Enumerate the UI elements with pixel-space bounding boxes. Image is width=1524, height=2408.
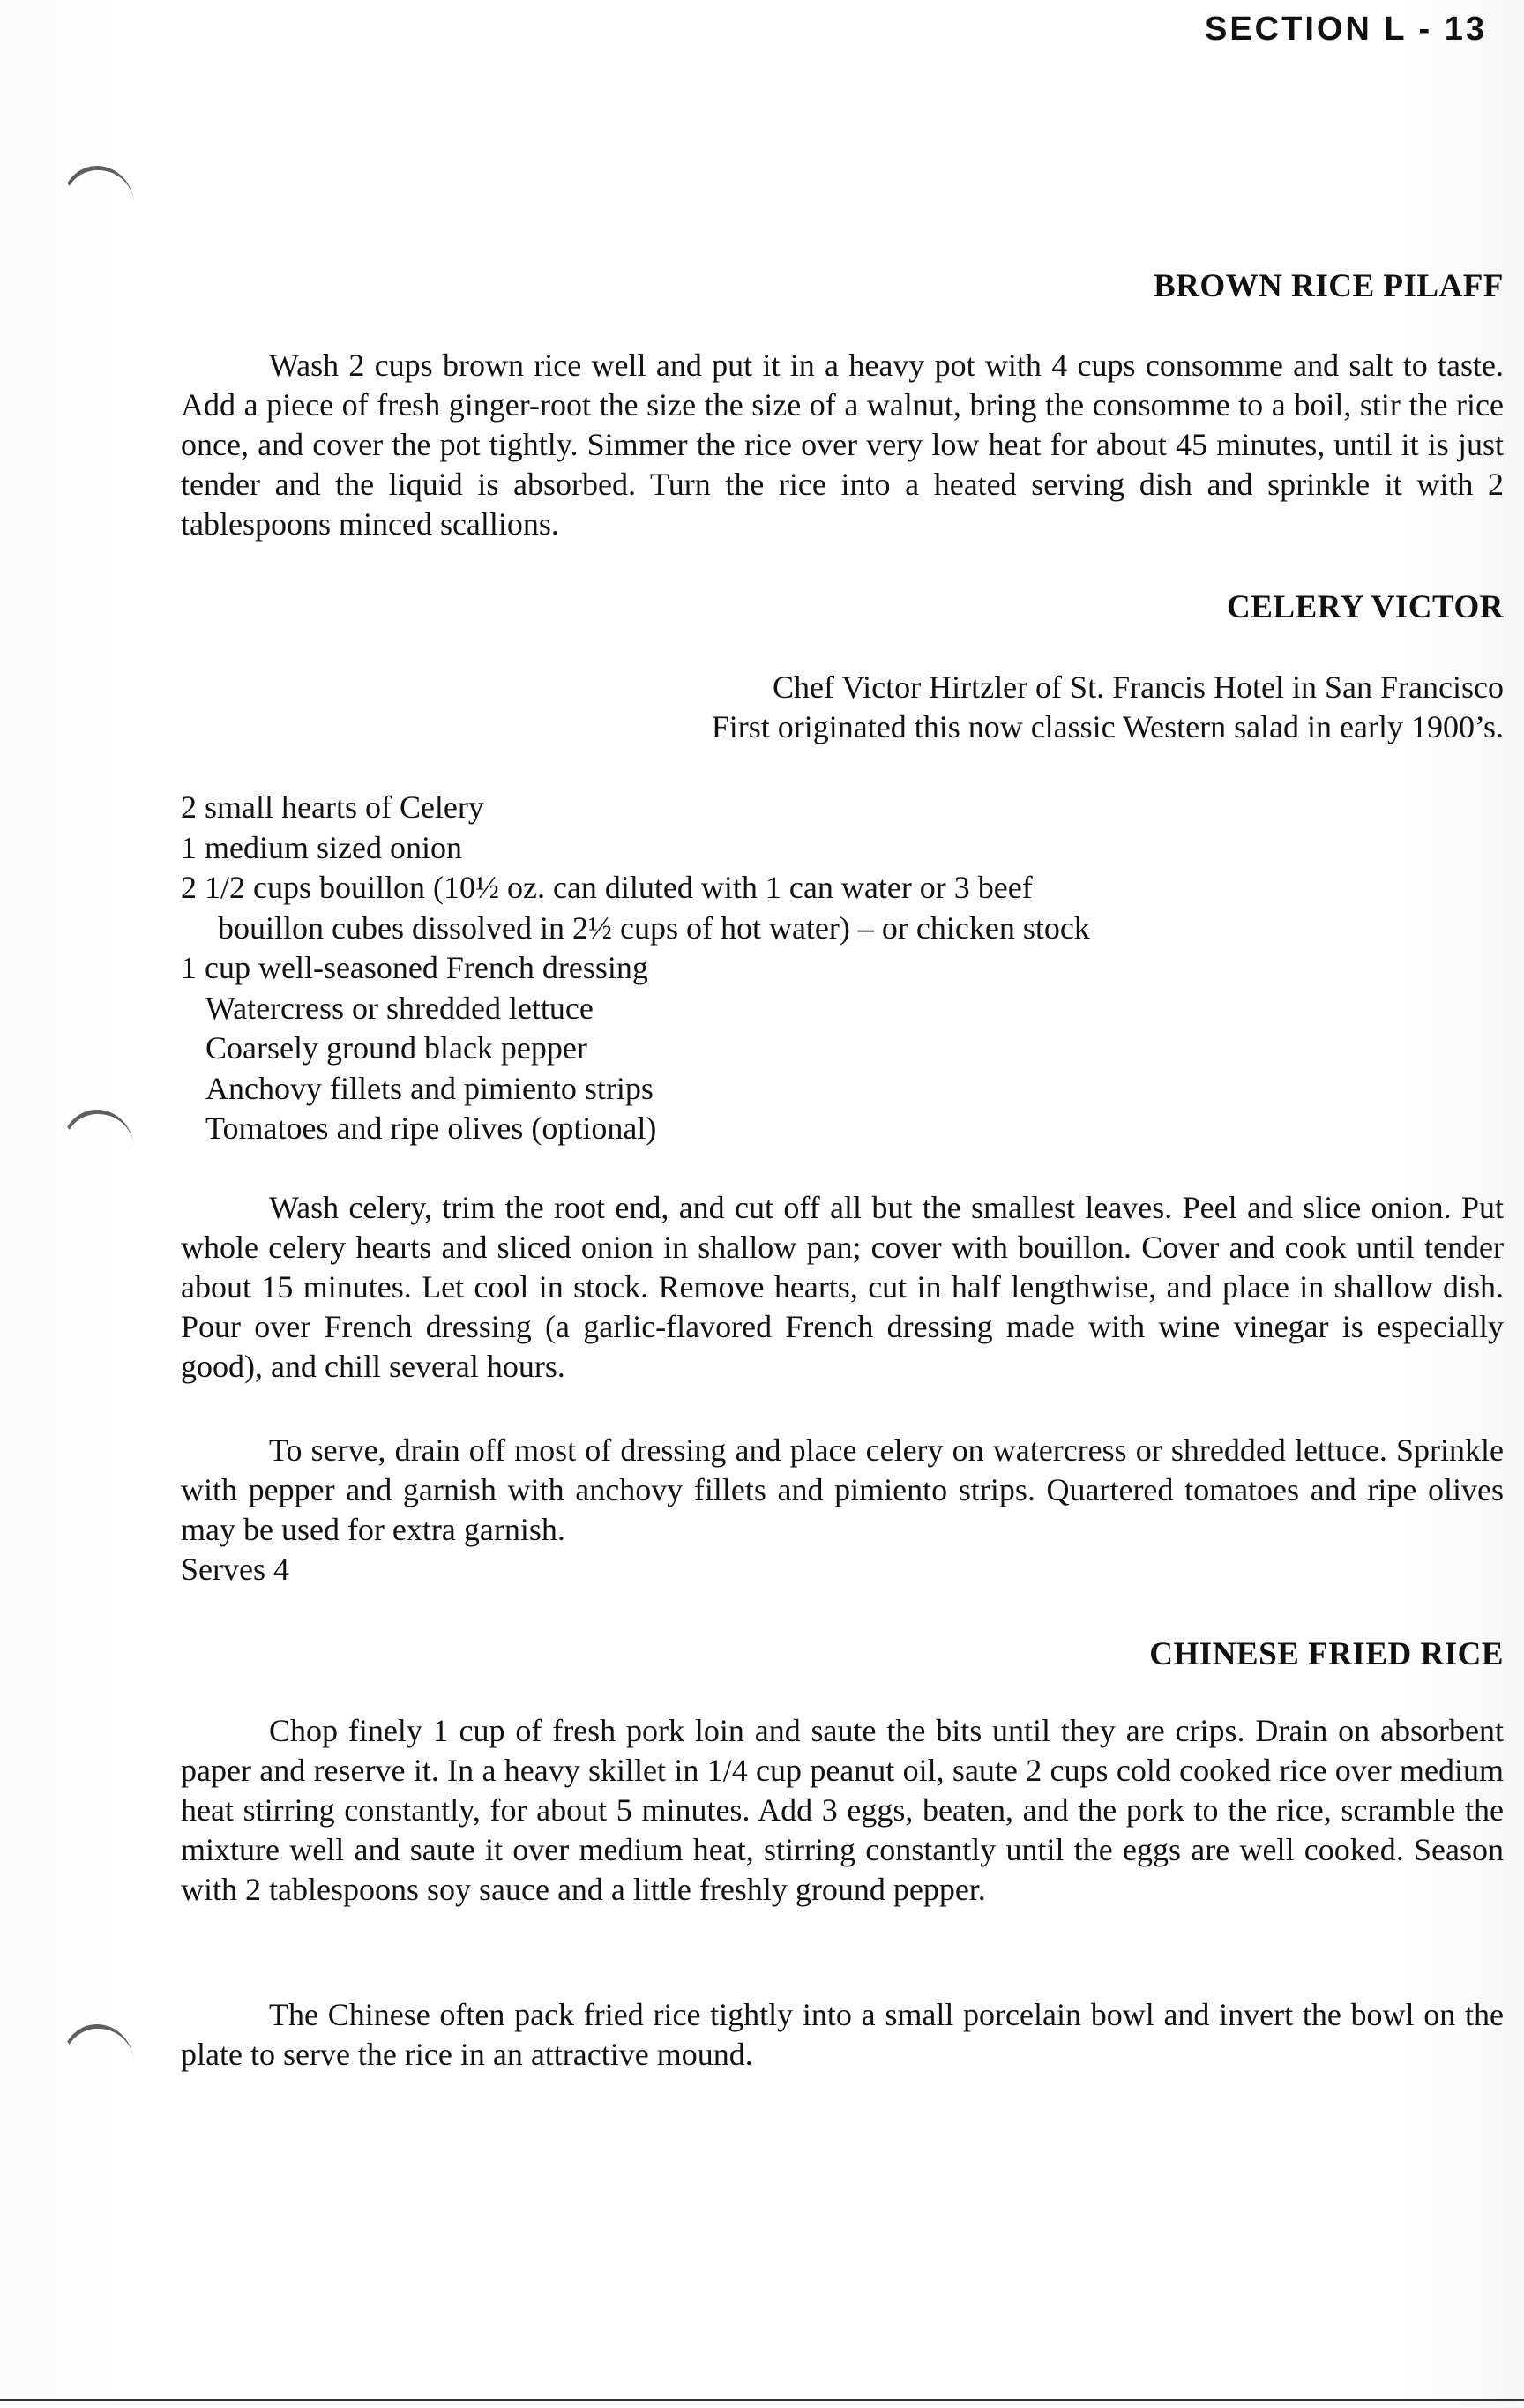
ingredient-item: 2 small hearts of Celery <box>181 789 484 825</box>
recipe-note-chinese-fried-rice: The Chinese often pack fried rice tightly into a small porcelain bowl and invert the bowl on the plate to serve the rice in an attractive mound. <box>181 1997 1504 2072</box>
recipe-serving-celery-victor: To serve, drain off most of dressing and place celery on watercress or shredded lettuce. Sprinkle with pepper and garnish with anchovy fillets and pimiento strips. Quartered tomatoes and ripe olives may be used for extra garnish. <box>181 1432 1504 1547</box>
recipe-title-brown-rice-pilaff: BROWN RICE PILAFF <box>1153 268 1504 304</box>
page-bottom-edge <box>0 2399 1524 2408</box>
punch-hole-mark-bottom <box>57 2021 136 2085</box>
ingredient-item: Anchovy fillets and pimiento strips <box>205 1070 654 1106</box>
recipe-method-celery-victor: Wash celery, trim the root end, and cut off all but the smallest leaves. Peel and slice onion. Put whole celery hearts and sliced onion in shallow pan; cover with bouillon. Cover and cook until tender about 15 minutes. Let cool in stock. Remove hearts, cut in half lengthwise, and place in shallow dish. Pour over French dressing (a garlic-flavored French dressing made with wine vinegar is especially good), and chill several hours. <box>181 1190 1504 1384</box>
ingredient-item: 1 medium sized onion <box>181 829 462 865</box>
ingredient-list-celery-victor <box>181 788 1504 1149</box>
ingredient-item: Coarsely ground black pepper <box>205 1030 587 1066</box>
recipe-title-chinese-fried-rice: CHINESE FRIED RICE <box>1149 1636 1504 1672</box>
ingredient-item: Watercress or shredded lettuce <box>205 990 594 1026</box>
recipe-body-chinese-fried-rice: Chop finely 1 cup of fresh pork loin and saute the bits until they are crips. Drain on absorbent paper and reserve it. In a heavy skillet in 1/4 cup peanut oil, saute 2 cups cold cooked rice over medium heat stirring constantly, for about 5 minutes. Add 3 eggs, beaten, and the pork to the rice, scramble the mixture well and saute it over medium heat, stirring constantly until the eggs are well cooked. Season with 2 tablespoons soy sauce and a little freshly ground pepper. <box>181 1713 1504 1907</box>
recipe-serves: Serves 4 <box>181 1552 289 1587</box>
ingredient-item: Tomatoes and ripe olives (optional) <box>205 1111 657 1146</box>
recipe-title-celery-victor: CELERY VICTOR <box>1227 589 1504 625</box>
recipe-body-brown-rice-pilaff: Wash 2 cups brown rice well and put it in a heavy pot with 4 cups consomme and salt to taste. Add a piece of fresh ginger-root the size the size of a walnut, bring the consomme to a boil, stir the rice once, and cover the pot tightly. Simmer the rice over very low heat for about 45 minutes, until it is just tender and the liquid is absorbed. Turn the rice into a heated serving dish and sprinkle it with 2 tablespoons minced scallions. <box>181 348 1504 542</box>
intro-line: First originated this now classic Western salad in early 1900’s. <box>711 709 1504 744</box>
ingredient-item: 1 cup well-seasoned French dressing <box>181 950 648 985</box>
intro-line: Chef Victor Hirtzler of St. Francis Hotel in San Francisco <box>772 669 1504 705</box>
ingredient-item-continuation: bouillon cubes dissolved in 2½ cups of hot water) – or chicken stock <box>218 909 1090 946</box>
punch-hole-mark-top <box>57 162 136 227</box>
punch-hole-mark-middle <box>57 1106 136 1170</box>
ingredient-item: 2 1/2 cups bouillon (10½ oz. can diluted with 1 can water or 3 beef <box>181 870 1033 905</box>
section-label: SECTION L - 13 <box>1204 11 1487 48</box>
recipe-intro-celery-victor <box>712 668 1504 747</box>
